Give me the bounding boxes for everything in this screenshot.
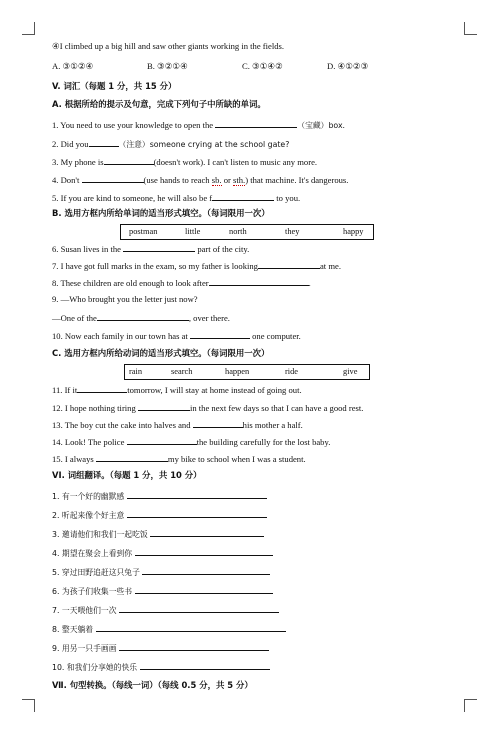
translation-blank[interactable]	[127, 489, 267, 499]
translation-item: 5. 穿过田野追赶这只兔子	[52, 565, 270, 579]
answer-blank-9[interactable]	[97, 311, 189, 321]
answer-blank-2[interactable]	[89, 137, 119, 147]
word-box-b-item: postman	[129, 227, 158, 236]
choice-options	[52, 60, 368, 72]
question-15: 15. I always my bike to school when I was a student.	[52, 454, 306, 464]
crop-mark-top-right	[464, 22, 477, 35]
question-5: 5. If you are kind to someone, he will also be f to you.	[52, 193, 301, 203]
translation-item: 3. 邀请他们和我们一起吃饭	[52, 527, 264, 541]
answer-blank-15[interactable]	[96, 452, 168, 462]
question-9: 9. —Who brought you the letter just now?	[52, 294, 198, 304]
word-box-b-item: happy	[343, 227, 364, 236]
section-vi-title: VI. 词组翻译。（每题 1 分，共 10 分）	[52, 470, 202, 480]
question-2: 2. Did you （注意）someone crying at the school gate?	[52, 139, 290, 149]
translation-blank[interactable]	[135, 546, 273, 556]
section-a-title: A. 根据所给的提示及句意，完成下列句子中所缺的单词。	[52, 99, 266, 109]
word-box-c	[124, 364, 370, 380]
question-4: 4. Don't (use hands to reach sb. or sth.) that machine. It's dangerous.	[52, 175, 349, 185]
translation-item: 2. 听起来像个好主意	[52, 508, 267, 522]
word-box-c-item: search	[171, 367, 193, 376]
translation-item: 1. 有一个好的幽默感	[52, 489, 267, 503]
question-14: 14. Look! The police the building carefully for the lost baby.	[52, 437, 331, 447]
translation-item: 10. 和我们分享她的快乐	[52, 660, 270, 674]
translation-blank[interactable]	[135, 584, 273, 594]
section-c-title: C. 选用方框内所给动词的适当形式填空。（每词限用一次）	[52, 348, 270, 358]
word-box-b-item: little	[185, 227, 201, 236]
section-b-title: B. 选用方框内所给单词的适当形式填空。（每词限用一次）	[52, 208, 270, 218]
translation-item: 8. 整天躺着	[52, 622, 286, 636]
question-3: 3. My phone is (doesn't work). I can't listen to music any more.	[52, 157, 318, 167]
translation-item: 9. 用另一只手画画	[52, 641, 269, 655]
answer-blank-8[interactable]	[209, 276, 309, 286]
question-1: 1. You need to use your knowledge to open the （宝藏）box.	[52, 120, 346, 130]
word-box-c-item: happen	[225, 367, 250, 376]
answer-blank-4[interactable]	[82, 173, 144, 183]
answer-blank-1[interactable]	[215, 118, 297, 128]
translation-blank[interactable]	[119, 603, 279, 613]
option-d: D. ④①②③	[327, 61, 369, 71]
translation-blank[interactable]	[127, 508, 267, 518]
question-11: 11. If it tomorrow, I will stay at home instead of going out.	[52, 385, 302, 395]
translation-blank[interactable]	[140, 660, 270, 670]
crop-mark-bottom-right	[464, 699, 477, 712]
translation-item: 6. 为孩子们收集一些书	[52, 584, 273, 598]
word-box-b-item: north	[229, 227, 247, 236]
answer-blank-7[interactable]	[258, 259, 320, 269]
word-box-c-item: ride	[285, 367, 299, 376]
word-box-b	[120, 224, 374, 240]
answer-blank-11[interactable]	[77, 383, 127, 393]
answer-blank-14[interactable]	[127, 435, 197, 445]
question-6: 6. Susan lives in the part of the city.	[52, 244, 250, 254]
translation-blank[interactable]	[150, 527, 264, 537]
section-vii-title: Ⅶ. 句型转换。（每线一词）（每线 0.5 分，共 5 分）	[52, 680, 253, 690]
question-7: 7. I have got full marks in the exam, so my father is looking at me.	[52, 261, 341, 271]
question-10: 10. Now each family in our town has at one computer.	[52, 331, 301, 341]
question-8: 8. These children are old enough to look after .	[52, 278, 311, 288]
option-a: A. ③①②④	[52, 61, 94, 71]
answer-blank-6[interactable]	[123, 242, 195, 252]
answer-blank-3[interactable]	[104, 155, 154, 165]
word-box-c-item: give	[343, 367, 358, 376]
crop-mark-top-left	[22, 22, 35, 35]
word-box-c-item: rain	[129, 367, 143, 376]
answer-blank-12[interactable]	[138, 401, 190, 411]
question-13: 13. The boy cut the cake into halves and his mother a half.	[52, 420, 303, 430]
answer-blank-13[interactable]	[193, 418, 243, 428]
top-line: ④I climbed up a big hill and saw other giants working in the fields.	[52, 41, 285, 51]
question-12: 12. I hope nothing tiring in the next few days so that I can have a good rest.	[52, 403, 364, 413]
crop-mark-bottom-left	[22, 699, 35, 712]
word-box-b-item: they	[285, 227, 300, 236]
answer-blank-10[interactable]	[190, 329, 250, 339]
option-b: B. ③②①④	[147, 61, 188, 71]
answer-blank-5[interactable]	[212, 191, 274, 201]
translation-item: 4. 期望在聚会上看到你	[52, 546, 273, 560]
option-c: C. ③①④②	[242, 61, 283, 71]
question-9-reply: —One of the , over there.	[52, 313, 230, 323]
translation-blank[interactable]	[119, 641, 269, 651]
translation-blank[interactable]	[142, 565, 270, 575]
translation-blank[interactable]	[96, 622, 286, 632]
section-v-title: V. 词汇（每题 1 分，共 15 分）	[52, 81, 177, 91]
translation-item: 7. 一天喂他们一次	[52, 603, 279, 617]
